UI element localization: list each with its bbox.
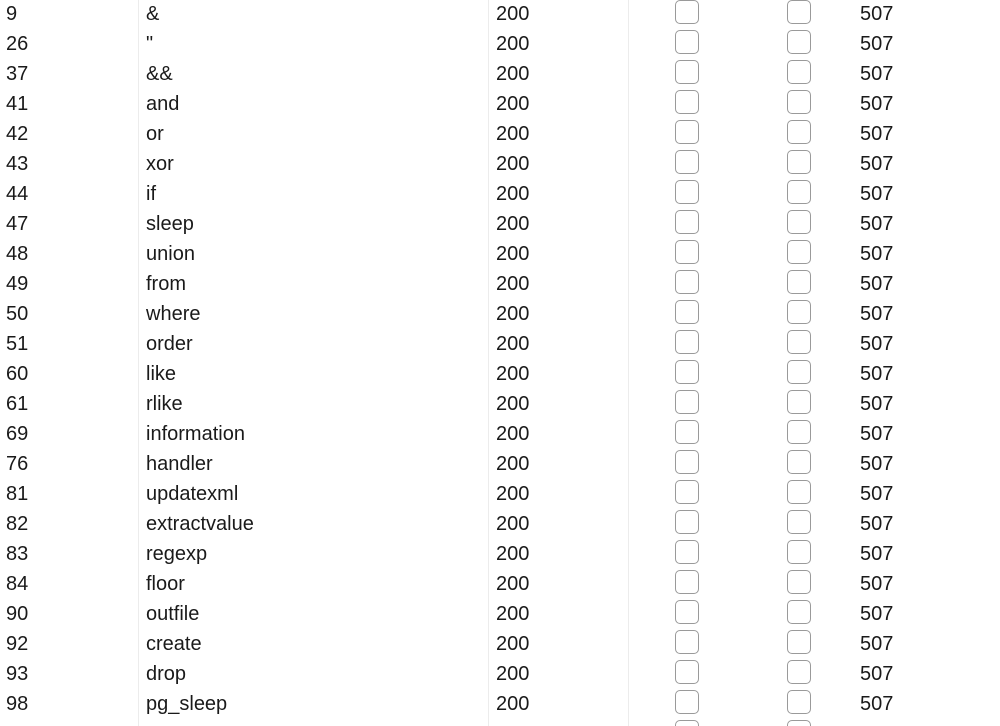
payload-cell: from bbox=[146, 273, 186, 295]
request-id-cell: 50 bbox=[6, 303, 29, 325]
table-row[interactable] bbox=[0, 119, 1000, 149]
payload-cell: && bbox=[146, 63, 173, 85]
timeout-checkbox[interactable] bbox=[787, 30, 811, 54]
request-id-cell: 69 bbox=[6, 423, 29, 445]
request-id-cell: 83 bbox=[6, 543, 29, 565]
table-row[interactable] bbox=[0, 209, 1000, 239]
error-checkbox[interactable] bbox=[675, 30, 699, 54]
timeout-checkbox[interactable] bbox=[787, 240, 811, 264]
status-code-cell: 200 bbox=[496, 333, 530, 355]
table-row[interactable] bbox=[0, 599, 1000, 629]
table-row[interactable] bbox=[0, 389, 1000, 419]
timeout-checkbox[interactable] bbox=[787, 660, 811, 684]
timeout-checkbox[interactable] bbox=[787, 600, 811, 624]
error-checkbox[interactable] bbox=[675, 450, 699, 474]
request-id-cell: 84 bbox=[6, 573, 29, 595]
status-code-cell: 200 bbox=[496, 243, 530, 265]
status-code-cell: 200 bbox=[496, 153, 530, 175]
timeout-checkbox[interactable] bbox=[787, 60, 811, 84]
request-id-cell: 90 bbox=[6, 603, 29, 625]
request-id-cell: 93 bbox=[6, 663, 29, 685]
timeout-checkbox[interactable] bbox=[787, 300, 811, 324]
error-checkbox[interactable] bbox=[675, 0, 699, 24]
length-cell: 507 bbox=[860, 603, 894, 625]
timeout-checkbox[interactable] bbox=[787, 210, 811, 234]
timeout-checkbox[interactable] bbox=[787, 420, 811, 444]
status-code-cell: 200 bbox=[496, 543, 530, 565]
length-cell: 507 bbox=[860, 573, 894, 595]
request-id-cell: 26 bbox=[6, 33, 29, 55]
error-checkbox[interactable] bbox=[675, 270, 699, 294]
table-row[interactable] bbox=[0, 419, 1000, 449]
status-code-cell: 200 bbox=[496, 303, 530, 325]
length-cell: 507 bbox=[860, 633, 894, 655]
error-checkbox[interactable] bbox=[675, 90, 699, 114]
length-cell: 507 bbox=[860, 243, 894, 265]
request-id-cell: 98 bbox=[6, 693, 29, 715]
length-cell: 507 bbox=[860, 303, 894, 325]
table-row[interactable] bbox=[0, 359, 1000, 389]
table-row[interactable] bbox=[0, 689, 1000, 719]
length-cell: 507 bbox=[860, 663, 894, 685]
payload-cell: handler bbox=[146, 453, 213, 475]
status-code-cell: 200 bbox=[496, 453, 530, 475]
payload-cell: xor bbox=[146, 153, 174, 175]
request-id-cell: 81 bbox=[6, 483, 29, 505]
error-checkbox[interactable] bbox=[675, 540, 699, 564]
timeout-checkbox[interactable] bbox=[787, 720, 811, 726]
length-cell: 507 bbox=[860, 63, 894, 85]
length-cell: 507 bbox=[860, 183, 894, 205]
table-row[interactable] bbox=[0, 59, 1000, 89]
payload-cell: outfile bbox=[146, 603, 200, 625]
length-cell: 507 bbox=[860, 543, 894, 565]
length-cell: 507 bbox=[860, 513, 894, 535]
error-checkbox[interactable] bbox=[675, 630, 699, 654]
error-checkbox[interactable] bbox=[675, 360, 699, 384]
status-code-cell: 200 bbox=[496, 273, 530, 295]
timeout-checkbox[interactable] bbox=[787, 630, 811, 654]
timeout-checkbox[interactable] bbox=[787, 570, 811, 594]
request-id-cell: 61 bbox=[6, 393, 29, 415]
request-id-cell: 60 bbox=[6, 363, 29, 385]
table-row[interactable] bbox=[0, 629, 1000, 659]
error-checkbox[interactable] bbox=[675, 420, 699, 444]
status-code-cell: 200 bbox=[496, 483, 530, 505]
timeout-checkbox[interactable] bbox=[787, 360, 811, 384]
status-code-cell: 200 bbox=[496, 423, 530, 445]
table-row[interactable] bbox=[0, 89, 1000, 119]
timeout-checkbox[interactable] bbox=[787, 150, 811, 174]
payload-cell: sleep bbox=[146, 213, 194, 235]
status-code-cell: 200 bbox=[496, 663, 530, 685]
error-checkbox[interactable] bbox=[675, 330, 699, 354]
table-row[interactable] bbox=[0, 149, 1000, 179]
payload-cell: extractvalue bbox=[146, 513, 254, 535]
request-id-cell: 47 bbox=[6, 213, 29, 235]
status-code-cell: 200 bbox=[496, 3, 530, 25]
status-code-cell: 200 bbox=[496, 633, 530, 655]
timeout-checkbox[interactable] bbox=[787, 90, 811, 114]
status-code-cell: 200 bbox=[496, 123, 530, 145]
status-code-cell: 200 bbox=[496, 513, 530, 535]
payload-cell: order bbox=[146, 333, 193, 355]
length-cell: 507 bbox=[860, 153, 894, 175]
length-cell: 507 bbox=[860, 483, 894, 505]
payload-cell: regexp bbox=[146, 543, 208, 565]
length-cell: 507 bbox=[860, 423, 894, 445]
error-checkbox[interactable] bbox=[675, 510, 699, 534]
payload-cell: rlike bbox=[146, 393, 183, 415]
error-checkbox[interactable] bbox=[675, 150, 699, 174]
payload-cell: & bbox=[146, 3, 160, 25]
table-row[interactable] bbox=[0, 509, 1000, 539]
request-id-cell: 82 bbox=[6, 513, 29, 535]
table-row[interactable] bbox=[0, 449, 1000, 479]
timeout-checkbox[interactable] bbox=[787, 330, 811, 354]
length-cell: 507 bbox=[860, 273, 894, 295]
status-code-cell: 200 bbox=[496, 213, 530, 235]
length-cell: 507 bbox=[860, 333, 894, 355]
request-id-cell: 48 bbox=[6, 243, 29, 265]
error-checkbox[interactable] bbox=[675, 690, 699, 714]
error-checkbox[interactable] bbox=[675, 660, 699, 684]
request-id-cell: 37 bbox=[6, 63, 29, 85]
error-checkbox[interactable] bbox=[675, 120, 699, 144]
payload-cell: information bbox=[146, 423, 245, 445]
table-row[interactable] bbox=[0, 479, 1000, 509]
timeout-checkbox[interactable] bbox=[787, 390, 811, 414]
error-checkbox[interactable] bbox=[675, 570, 699, 594]
timeout-checkbox[interactable] bbox=[787, 450, 811, 474]
table-row[interactable] bbox=[0, 0, 1000, 29]
payload-cell: create bbox=[146, 633, 202, 655]
request-id-cell: 43 bbox=[6, 153, 29, 175]
error-checkbox[interactable] bbox=[675, 480, 699, 504]
payload-cell: or bbox=[146, 123, 164, 145]
status-code-cell: 200 bbox=[496, 573, 530, 595]
status-code-cell: 200 bbox=[496, 363, 530, 385]
status-code-cell: 200 bbox=[496, 393, 530, 415]
error-checkbox[interactable] bbox=[675, 720, 699, 726]
timeout-checkbox[interactable] bbox=[787, 180, 811, 204]
length-cell: 507 bbox=[860, 213, 894, 235]
table-row[interactable] bbox=[0, 569, 1000, 599]
length-cell: 507 bbox=[860, 123, 894, 145]
payload-cell: pg_sleep bbox=[146, 693, 228, 715]
request-id-cell: 42 bbox=[6, 123, 29, 145]
error-checkbox[interactable] bbox=[675, 390, 699, 414]
table-row[interactable] bbox=[0, 539, 1000, 569]
error-checkbox[interactable] bbox=[675, 60, 699, 84]
table-row[interactable] bbox=[0, 329, 1000, 359]
payload-cell: floor bbox=[146, 573, 185, 595]
request-id-cell: 44 bbox=[6, 183, 29, 205]
timeout-checkbox[interactable] bbox=[787, 540, 811, 564]
status-code-cell: 200 bbox=[496, 63, 530, 85]
table-row[interactable] bbox=[0, 269, 1000, 299]
error-checkbox[interactable] bbox=[675, 300, 699, 324]
error-checkbox[interactable] bbox=[675, 600, 699, 624]
table-row[interactable] bbox=[0, 179, 1000, 209]
timeout-checkbox[interactable] bbox=[787, 480, 811, 504]
length-cell: 507 bbox=[860, 453, 894, 475]
table-row[interactable] bbox=[0, 299, 1000, 329]
payload-cell: like bbox=[146, 363, 177, 385]
request-id-cell: 41 bbox=[6, 93, 29, 115]
payload-cell: updatexml bbox=[146, 483, 239, 505]
status-code-cell: 200 bbox=[496, 183, 530, 205]
payload-cell: union bbox=[146, 243, 195, 265]
status-code-cell: 200 bbox=[496, 603, 530, 625]
length-cell: 507 bbox=[860, 393, 894, 415]
request-id-cell: 9 bbox=[6, 3, 18, 25]
status-code-cell: 200 bbox=[496, 693, 530, 715]
error-checkbox[interactable] bbox=[675, 240, 699, 264]
table-row[interactable] bbox=[0, 239, 1000, 269]
error-checkbox[interactable] bbox=[675, 210, 699, 234]
length-cell: 507 bbox=[860, 363, 894, 385]
length-cell: 507 bbox=[860, 693, 894, 715]
table-row[interactable] bbox=[0, 659, 1000, 689]
error-checkbox[interactable] bbox=[675, 180, 699, 204]
status-code-cell: 200 bbox=[496, 33, 530, 55]
payload-cell: " bbox=[146, 33, 154, 55]
payload-cell: if bbox=[146, 183, 156, 205]
request-id-cell: 51 bbox=[6, 333, 29, 355]
timeout-checkbox[interactable] bbox=[787, 270, 811, 294]
payload-cell: and bbox=[146, 93, 180, 115]
table-row[interactable] bbox=[0, 29, 1000, 59]
length-cell: 507 bbox=[860, 3, 894, 25]
table-row-partial[interactable] bbox=[0, 719, 1000, 726]
payload-cell: where bbox=[146, 303, 201, 325]
request-id-cell: 92 bbox=[6, 633, 29, 655]
request-id-cell: 76 bbox=[6, 453, 29, 475]
length-cell: 507 bbox=[860, 33, 894, 55]
timeout-checkbox[interactable] bbox=[787, 0, 811, 24]
timeout-checkbox[interactable] bbox=[787, 120, 811, 144]
timeout-checkbox[interactable] bbox=[787, 510, 811, 534]
payload-cell: drop bbox=[146, 663, 187, 685]
timeout-checkbox[interactable] bbox=[787, 690, 811, 714]
status-code-cell: 200 bbox=[496, 93, 530, 115]
length-cell: 507 bbox=[860, 93, 894, 115]
request-id-cell: 49 bbox=[6, 273, 29, 295]
